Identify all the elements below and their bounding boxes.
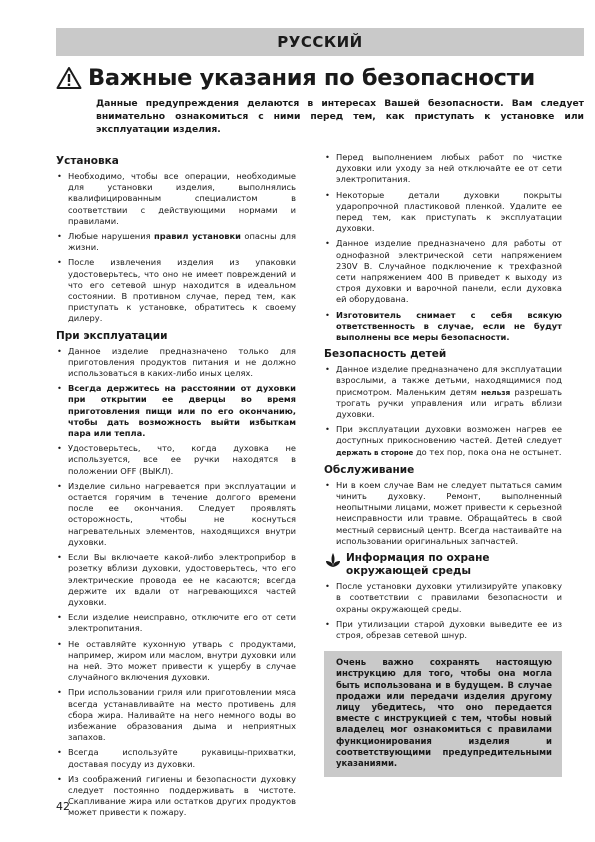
list-item: • При эксплуатации духовки возможен нагрев ее доступных прикосновению частей. Детей следует держать в стороне до тех пор, пока она не остынет.	[325, 424, 562, 457]
title-row	[56, 62, 584, 94]
list-item: • Любые нарушения правил установки опасны для жизни.	[57, 231, 296, 253]
list-item: • Удостоверьтесь, что, когда духовка не используется, все ее ручки находятся в положении OFF (ВЫКЛ).	[57, 443, 296, 476]
list-item: • Не оставляйте кухонную утварь с продуктами, например, жиром или маслом, внутри духовки или на ней. Это может привести к ущербу в случае случайного включения духовки.	[57, 638, 296, 683]
list-item: • После извлечения изделия из упаковки удостоверьтесь, что оно не имеет повреждений и что его сетевой шнур находится в идеальном состоянии. В противном случае, перед тем, как приступать к установке, обратитесь к своему дилеру.	[57, 257, 296, 324]
installation-list	[56, 171, 296, 325]
left-column	[56, 152, 296, 824]
right-column	[324, 152, 562, 777]
operation-list	[56, 346, 296, 819]
list-item: • После установки духовки утилизируйте упаковку в соответствии с правилами безопасности и охраны окружающей среды.	[325, 581, 562, 614]
list-item: • При использовании гриля или приготовлении мяса всегда устанавливайте на место противень для сбора жира. Наливайте на него немного воды во избежание образования дыма и неприятных запахов.	[57, 687, 296, 743]
list-item: • Необходимо, чтобы все операции, необходимые для установки изделия, выполнялись квалифицированным специалистом в соответствии с действующими нормами и правилами.	[57, 171, 296, 226]
service-list	[324, 480, 562, 547]
section-heading-operation: При эксплуатации	[56, 329, 168, 342]
list-item: • Некоторые детали духовки покрыты ударопрочной пластиковой пленкой. Удалите ее перед тем, как приступать к эксплуатации духовки.	[325, 189, 562, 234]
section-heading-children: Безопасность детей	[324, 348, 447, 361]
section-heading-installation: Установка	[56, 155, 119, 167]
list-item: • Изготовитель снимает с себя всякую ответственность в случае, если не будут выполнены все меры безопасности.	[325, 309, 562, 343]
section-heading-service: Обслуживание	[324, 463, 415, 476]
list-item: • Из соображений гигиены и безопасности духовку следует постоянно поддерживать в чистоте. Скапливание жира или остатков других продуктов может привести к пожару.	[57, 773, 296, 818]
children-list	[324, 364, 562, 459]
environment-heading-row	[324, 552, 562, 578]
page-number: 42	[56, 800, 70, 813]
list-item: • Данное изделие предназначено только для приготовления продуктов питания и не должно использоваться в каких-либо иных целях.	[57, 345, 296, 379]
intro-paragraph: Данные предупреждения делаются в интересах Вашей безопасности. Вам следует внимательно ознакомиться с ними перед тем, как приступать к установке или эксплуатации изделия.	[96, 98, 584, 135]
list-item: • Данное изделие предназначено для эксплуатации взрослыми, а также детьми, находящимися под присмотром. Маленьким детям нельзя разрешать трогать ручки управления или играть вблизи духовки.	[325, 364, 562, 420]
language-label: РУССКИЙ	[277, 33, 363, 51]
list-item: • Перед выполнением любых работ по чистке духовки или уходу за ней отключайте ее от сети электропитания.	[325, 152, 562, 185]
list-item: • Всегда используйте рукавицы-прихватки, доставая посуду из духовки.	[57, 747, 296, 769]
notice-box: Очень важно сохранять настоящую инструкцию для того, чтобы она могла быть использована и в будущем. В случае продажи или передачи изделия другому лицу убедитесь, что оно передается вместе с инструкцией с тем, чтобы новый владелец мог ознакомиться с правилами функционирования изделия и соответствующими предупредительными указаниями.	[324, 651, 562, 777]
list-item: • Изделие сильно нагревается при эксплуатации и остается горячим в течение долгого времени после ее окончания. Следует проявлять осторожность, чтобы не коснуться нагревательных элементов, находящихся внутри духовки.	[57, 480, 296, 547]
list-item: • Ни в коем случае Вам не следует пытаться самим чинить духовку. Ремонт, выполненный неопытными лицами, может привести к серьезной неисправности или травме. Обращайтесь в свой местный сервисный центр. Всегда настаивайте на использовании оригинальных запчастей.	[325, 479, 562, 546]
list-item: • Данное изделие предназначено для работы от однофазной электрической сети напряжением 230V В. Случайное подключение к трехфазной сети напряжением 400 В приведет к выходу из строя духовки и варочной панели, если духовка ей оборудована.	[325, 238, 562, 305]
warning-triangle-icon	[56, 66, 82, 90]
general-list	[324, 152, 562, 343]
list-item: • Если Вы включаете какой-либо электроприбор в розетку вблизи духовки, удостоверьтесь, что его электрические провода ее не касаются; всегда держите их вдали от нагревающихся частей духовки.	[57, 552, 296, 607]
list-item: • При утилизации старой духовки выведите ее из строя, обрезав сетевой шнур.	[325, 618, 562, 640]
leaf-icon	[324, 552, 342, 568]
environment-list	[324, 581, 562, 641]
list-item: • Если изделие неисправно, отключите его от сети электропитания.	[57, 612, 296, 634]
language-header	[56, 28, 584, 56]
section-heading-environment: Информация по охране окружающей среды	[346, 552, 490, 578]
list-item: • Всегда держитесь на расстоянии от духовки при открытии ее дверцы во время приготовления пищи или по его окончанию, чтобы дать возможность выйти избыткам пара или тепла.	[57, 383, 296, 439]
page-title: Важные указания по безопасности	[88, 65, 535, 91]
